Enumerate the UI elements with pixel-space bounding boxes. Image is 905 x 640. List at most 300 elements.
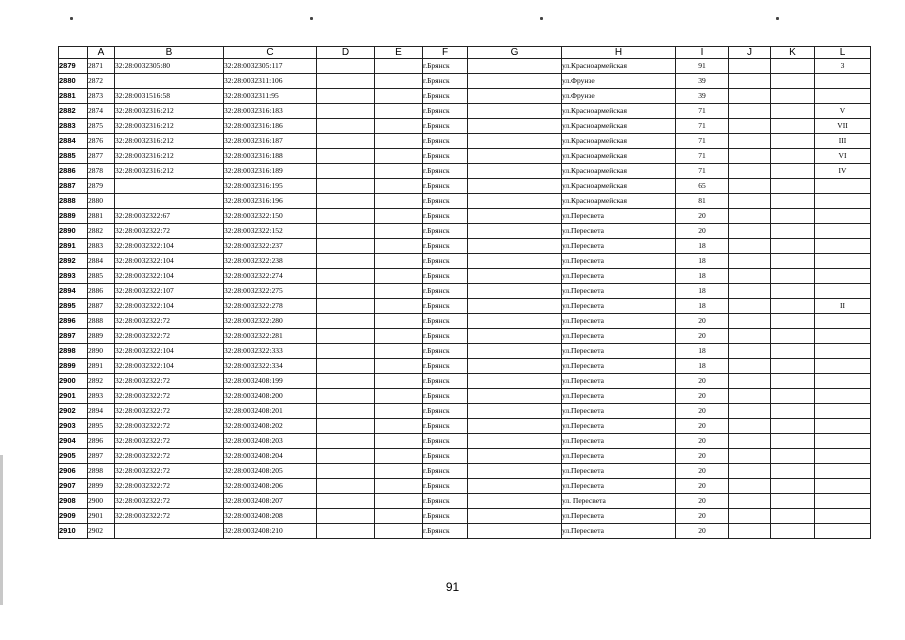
cell-c: 32:28:0032408:206 [224, 479, 317, 494]
cell-j [729, 404, 771, 419]
cell-h: ул.Пересвета [562, 329, 676, 344]
cell-g [468, 464, 562, 479]
cell-h: ул.Пересвета [562, 224, 676, 239]
cell-f: г.Брянск [423, 89, 468, 104]
cell-l [815, 344, 871, 359]
cell-a: 2885 [88, 269, 115, 284]
table-row [59, 269, 871, 284]
cell-b: 32:28:0032322:107 [115, 284, 224, 299]
cell-a: 2892 [88, 374, 115, 389]
cell-c: 32:28:0032322:150 [224, 209, 317, 224]
cell-l [815, 524, 871, 539]
cell-a: 2876 [88, 134, 115, 149]
cell-e [375, 179, 423, 194]
table-row [59, 524, 871, 539]
cell-j [729, 239, 771, 254]
cell-g [468, 434, 562, 449]
cell-b: 32:28:0032316:212 [115, 134, 224, 149]
cell-g [468, 494, 562, 509]
cell-e [375, 239, 423, 254]
cell-c: 32:28:0032316:196 [224, 194, 317, 209]
cell-i: 20 [676, 449, 729, 464]
cell-l: VII [815, 119, 871, 134]
row-number: 2907 [59, 479, 88, 494]
cell-b: 32:28:0032316:212 [115, 164, 224, 179]
cell-j [729, 89, 771, 104]
cell-a: 2891 [88, 359, 115, 374]
cell-e [375, 119, 423, 134]
cell-c: 32:28:0032408:204 [224, 449, 317, 464]
cell-c: 32:28:0032408:201 [224, 404, 317, 419]
cell-c: 32:28:0032316:195 [224, 179, 317, 194]
cell-d [317, 509, 375, 524]
cell-l [815, 404, 871, 419]
cell-i: 18 [676, 284, 729, 299]
cell-i: 71 [676, 164, 729, 179]
row-number: 2910 [59, 524, 88, 539]
table-row [59, 89, 871, 104]
cell-h: ул.Пересвета [562, 449, 676, 464]
cell-c: 32:28:0032322:334 [224, 359, 317, 374]
cell-a: 2879 [88, 179, 115, 194]
cell-h: ул.Пересвета [562, 239, 676, 254]
cell-i: 20 [676, 419, 729, 434]
cell-g [468, 404, 562, 419]
cell-c: 32:28:0032322:333 [224, 344, 317, 359]
cell-f: г.Брянск [423, 164, 468, 179]
cell-b: 32:28:0032322:104 [115, 254, 224, 269]
cell-i: 20 [676, 404, 729, 419]
cell-c: 32:28:0032322:274 [224, 269, 317, 284]
row-number: 2902 [59, 404, 88, 419]
cell-b: 32:28:0032322:104 [115, 239, 224, 254]
cell-f: г.Брянск [423, 224, 468, 239]
cell-h: ул.Пересвета [562, 524, 676, 539]
cell-e [375, 134, 423, 149]
cell-d [317, 224, 375, 239]
cell-d [317, 179, 375, 194]
column-header-d: D [317, 47, 375, 59]
cell-i: 20 [676, 209, 729, 224]
cell-d [317, 59, 375, 74]
cell-f: г.Брянск [423, 104, 468, 119]
cell-j [729, 299, 771, 314]
cell-f: г.Брянск [423, 344, 468, 359]
cell-e [375, 524, 423, 539]
cell-e [375, 329, 423, 344]
cell-k [771, 149, 815, 164]
row-number: 2899 [59, 359, 88, 374]
row-number: 2909 [59, 509, 88, 524]
page-number: 91 [445, 580, 460, 594]
table-row [59, 494, 871, 509]
row-number: 2903 [59, 419, 88, 434]
cell-l [815, 224, 871, 239]
cell-f: г.Брянск [423, 299, 468, 314]
cell-l [815, 479, 871, 494]
cell-d [317, 419, 375, 434]
cell-l: IV [815, 164, 871, 179]
cell-i: 20 [676, 329, 729, 344]
cell-k [771, 179, 815, 194]
cell-h: ул.Пересвета [562, 344, 676, 359]
cell-c: 32:28:0032408:208 [224, 509, 317, 524]
cell-c: 32:28:0032311:106 [224, 74, 317, 89]
cell-h: ул.Красноармейская [562, 164, 676, 179]
cell-b: 32:28:0032322:104 [115, 269, 224, 284]
cell-l [815, 359, 871, 374]
cell-h: ул.Красноармейская [562, 134, 676, 149]
cell-j [729, 59, 771, 74]
cell-i: 18 [676, 239, 729, 254]
row-number: 2892 [59, 254, 88, 269]
cell-f: г.Брянск [423, 59, 468, 74]
cell-d [317, 494, 375, 509]
cell-f: г.Брянск [423, 254, 468, 269]
cell-l [815, 389, 871, 404]
cell-k [771, 89, 815, 104]
cell-g [468, 419, 562, 434]
cell-k [771, 344, 815, 359]
cell-c: 32:28:0032408:203 [224, 434, 317, 449]
cell-b: 32:28:0032322:72 [115, 419, 224, 434]
row-number: 2896 [59, 314, 88, 329]
cell-b: 32:28:0032322:104 [115, 299, 224, 314]
cell-l [815, 269, 871, 284]
cell-h: ул.Пересвета [562, 284, 676, 299]
cell-h: ул.Красноармейская [562, 104, 676, 119]
cell-d [317, 314, 375, 329]
cell-i: 20 [676, 434, 729, 449]
cell-a: 2878 [88, 164, 115, 179]
cell-h: ул.Пересвета [562, 434, 676, 449]
cell-b: 32:28:0032322:67 [115, 209, 224, 224]
column-header-k: K [771, 47, 815, 59]
table-row [59, 149, 871, 164]
cell-d [317, 164, 375, 179]
cell-f: г.Брянск [423, 509, 468, 524]
cell-b: 32:28:0032322:72 [115, 404, 224, 419]
cell-l [815, 329, 871, 344]
table-row [59, 119, 871, 134]
cell-a: 2901 [88, 509, 115, 524]
column-header-row [59, 47, 871, 59]
cell-j [729, 344, 771, 359]
table-row [59, 359, 871, 374]
cell-a: 2888 [88, 314, 115, 329]
cell-j [729, 509, 771, 524]
cell-j [729, 389, 771, 404]
cell-i: 20 [676, 374, 729, 389]
cell-d [317, 149, 375, 164]
cell-b: 32:28:0032316:212 [115, 104, 224, 119]
cell-b: 32:28:0032322:72 [115, 464, 224, 479]
cell-e [375, 104, 423, 119]
table-row [59, 314, 871, 329]
cell-f: г.Брянск [423, 419, 468, 434]
cell-a: 2875 [88, 119, 115, 134]
column-header-j: J [729, 47, 771, 59]
cell-i: 39 [676, 74, 729, 89]
cell-a: 2889 [88, 329, 115, 344]
cell-j [729, 479, 771, 494]
cell-a: 2890 [88, 344, 115, 359]
cell-f: г.Брянск [423, 149, 468, 164]
row-number: 2887 [59, 179, 88, 194]
cell-l [815, 509, 871, 524]
cell-f: г.Брянск [423, 239, 468, 254]
cell-c: 32:28:0032408:200 [224, 389, 317, 404]
cell-b: 32:28:0032322:72 [115, 479, 224, 494]
cell-h: ул.Красноармейская [562, 59, 676, 74]
cell-j [729, 314, 771, 329]
cell-g [468, 449, 562, 464]
cell-e [375, 164, 423, 179]
cell-b [115, 194, 224, 209]
cell-d [317, 134, 375, 149]
cell-c: 32:28:0032305:117 [224, 59, 317, 74]
cell-g [468, 89, 562, 104]
cell-l: V [815, 104, 871, 119]
cell-h: ул.Пересвета [562, 509, 676, 524]
cell-b [115, 179, 224, 194]
cell-j [729, 224, 771, 239]
cell-c: 32:28:0032316:189 [224, 164, 317, 179]
cell-i: 71 [676, 149, 729, 164]
cell-h: ул.Красноармейская [562, 119, 676, 134]
cell-g [468, 314, 562, 329]
cell-j [729, 209, 771, 224]
scan-dot [540, 17, 543, 20]
spreadsheet-table [58, 46, 871, 539]
cell-a: 2881 [88, 209, 115, 224]
cell-j [729, 134, 771, 149]
cell-d [317, 284, 375, 299]
cell-h: ул.Пересвета [562, 299, 676, 314]
cell-j [729, 524, 771, 539]
cell-e [375, 224, 423, 239]
cell-k [771, 119, 815, 134]
cell-l [815, 194, 871, 209]
table-row [59, 209, 871, 224]
table-row [59, 254, 871, 269]
table-row [59, 434, 871, 449]
table-row [59, 374, 871, 389]
cell-d [317, 74, 375, 89]
cell-e [375, 479, 423, 494]
cell-l [815, 314, 871, 329]
cell-c: 32:28:0032316:183 [224, 104, 317, 119]
cell-k [771, 134, 815, 149]
cell-e [375, 314, 423, 329]
cell-i: 81 [676, 194, 729, 209]
cell-c: 32:28:0032408:207 [224, 494, 317, 509]
cell-e [375, 404, 423, 419]
cell-g [468, 74, 562, 89]
cell-h: ул.Пересвета [562, 254, 676, 269]
row-number: 2895 [59, 299, 88, 314]
cell-a: 2887 [88, 299, 115, 314]
cell-d [317, 89, 375, 104]
cell-l [815, 284, 871, 299]
row-number: 2882 [59, 104, 88, 119]
cell-i: 71 [676, 104, 729, 119]
row-number: 2879 [59, 59, 88, 74]
cell-c: 32:28:0032311:95 [224, 89, 317, 104]
cell-k [771, 74, 815, 89]
cell-a: 2884 [88, 254, 115, 269]
cell-k [771, 479, 815, 494]
cell-g [468, 389, 562, 404]
cell-d [317, 194, 375, 209]
cell-a: 2899 [88, 479, 115, 494]
cell-i: 20 [676, 494, 729, 509]
scan-dot [310, 17, 313, 20]
cell-k [771, 269, 815, 284]
cell-k [771, 419, 815, 434]
cell-c: 32:28:0032322:237 [224, 239, 317, 254]
cell-k [771, 329, 815, 344]
cell-d [317, 524, 375, 539]
cell-b: 32:28:0032322:72 [115, 434, 224, 449]
column-header-i: I [676, 47, 729, 59]
row-number: 2908 [59, 494, 88, 509]
cell-a: 2897 [88, 449, 115, 464]
cell-l: VI [815, 149, 871, 164]
column-header-e: E [375, 47, 423, 59]
cell-l: III [815, 134, 871, 149]
table-row [59, 389, 871, 404]
table-row [59, 179, 871, 194]
cell-j [729, 494, 771, 509]
cell-f: г.Брянск [423, 209, 468, 224]
cell-h: ул.Пересвета [562, 374, 676, 389]
cell-i: 18 [676, 359, 729, 374]
row-number: 2893 [59, 269, 88, 284]
cell-a: 2900 [88, 494, 115, 509]
cell-l [815, 494, 871, 509]
cell-c: 32:28:0032322:275 [224, 284, 317, 299]
cell-e [375, 434, 423, 449]
cell-h: ул.Фрунзе [562, 89, 676, 104]
cell-l [815, 434, 871, 449]
cell-d [317, 299, 375, 314]
cell-e [375, 209, 423, 224]
cell-c: 32:28:0032322:278 [224, 299, 317, 314]
cell-l [815, 179, 871, 194]
cell-l [815, 254, 871, 269]
cell-f: г.Брянск [423, 179, 468, 194]
corner-cell [59, 47, 88, 59]
cell-f: г.Брянск [423, 314, 468, 329]
cell-f: г.Брянск [423, 389, 468, 404]
cell-g [468, 524, 562, 539]
cell-d [317, 389, 375, 404]
cell-f: г.Брянск [423, 434, 468, 449]
cell-b: 32:28:0032322:72 [115, 329, 224, 344]
cell-i: 20 [676, 524, 729, 539]
cell-i: 18 [676, 299, 729, 314]
cell-c: 32:28:0032316:186 [224, 119, 317, 134]
table-body [59, 59, 871, 539]
scan-dot [70, 17, 73, 20]
column-header-g: G [468, 47, 562, 59]
cell-c: 32:28:0032322:280 [224, 314, 317, 329]
cell-a: 2896 [88, 434, 115, 449]
cell-i: 71 [676, 134, 729, 149]
cell-e [375, 389, 423, 404]
table-row [59, 224, 871, 239]
column-header-l: L [815, 47, 871, 59]
cell-b: 32:28:0032322:72 [115, 509, 224, 524]
cell-b: 32:28:0032322:72 [115, 389, 224, 404]
cell-g [468, 254, 562, 269]
cell-i: 65 [676, 179, 729, 194]
cell-e [375, 74, 423, 89]
table-row [59, 329, 871, 344]
cell-a: 2898 [88, 464, 115, 479]
row-number: 2888 [59, 194, 88, 209]
cell-g [468, 239, 562, 254]
cell-b: 32:28:0032322:72 [115, 494, 224, 509]
cell-e [375, 344, 423, 359]
cell-b [115, 524, 224, 539]
table-row [59, 164, 871, 179]
cell-f: г.Брянск [423, 269, 468, 284]
cell-e [375, 359, 423, 374]
cell-d [317, 434, 375, 449]
cell-k [771, 524, 815, 539]
cell-h: ул.Красноармейская [562, 149, 676, 164]
cell-l [815, 74, 871, 89]
cell-a: 2874 [88, 104, 115, 119]
cell-f: г.Брянск [423, 449, 468, 464]
cell-c: 32:28:0032322:238 [224, 254, 317, 269]
table-row [59, 449, 871, 464]
cell-h: ул.Красноармейская [562, 179, 676, 194]
cell-e [375, 509, 423, 524]
cell-j [729, 269, 771, 284]
cell-g [468, 479, 562, 494]
cell-k [771, 224, 815, 239]
cell-b: 32:28:0031516:58 [115, 89, 224, 104]
cell-f: г.Брянск [423, 404, 468, 419]
table-row [59, 284, 871, 299]
cell-d [317, 239, 375, 254]
cell-h: ул.Красноармейская [562, 194, 676, 209]
cell-e [375, 464, 423, 479]
cell-d [317, 209, 375, 224]
cell-i: 20 [676, 479, 729, 494]
row-number: 2890 [59, 224, 88, 239]
cell-l [815, 239, 871, 254]
cell-g [468, 104, 562, 119]
cell-f: г.Брянск [423, 479, 468, 494]
cell-k [771, 254, 815, 269]
cell-c: 32:28:0032322:152 [224, 224, 317, 239]
cell-h: ул.Пересвета [562, 389, 676, 404]
row-number: 2884 [59, 134, 88, 149]
cell-b: 32:28:0032322:72 [115, 224, 224, 239]
cell-l: II [815, 299, 871, 314]
row-number: 2894 [59, 284, 88, 299]
cell-e [375, 284, 423, 299]
cell-f: г.Брянск [423, 359, 468, 374]
cell-k [771, 359, 815, 374]
cell-h: ул.Пересвета [562, 419, 676, 434]
cell-b: 32:28:0032316:212 [115, 149, 224, 164]
row-number: 2905 [59, 449, 88, 464]
